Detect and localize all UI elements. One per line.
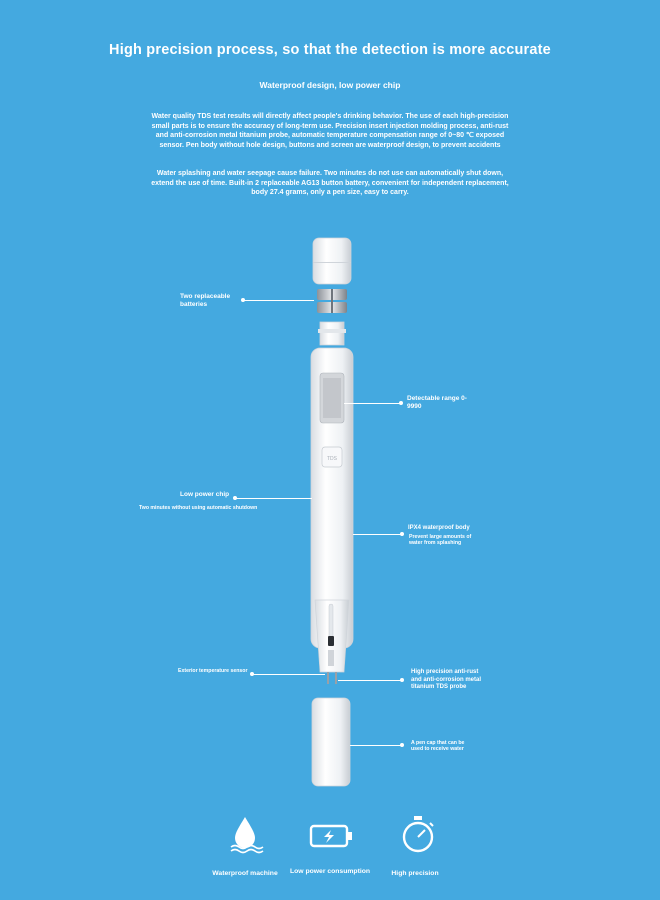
callout-batteries: Two replaceable batteries xyxy=(180,293,231,308)
feature-label-high-precision: High precision xyxy=(391,870,439,877)
callout-batteries-line xyxy=(244,300,314,301)
description-paragraph-1: Water quality TDS test results will directly affect people's drinking behavior. The use of each high-precision small parts is to ensure the accuracy of long-term use. Precision insert injection molding process, anti-rust and anti-corrosion metal titanium probe, automatic temperature compensation range of 0~80 ℃ exposed sensor. Pen body without hole design, buttons and screen are waterproof design, to prevent accidents xyxy=(151,113,509,149)
callout-temp-line xyxy=(253,674,325,675)
battery-icon xyxy=(309,822,353,852)
callout-probe-line xyxy=(338,680,402,681)
callout-ipx-dot xyxy=(400,532,404,536)
callout-range-line xyxy=(344,403,401,404)
callout-ipx-sub: Prevent large amounts of water from splashing xyxy=(409,534,472,547)
top-cap xyxy=(313,238,351,284)
callout-temp: Exterior temperature sensor xyxy=(178,668,248,674)
callout-ipx: IPX4 waterproof body xyxy=(408,525,470,531)
page-title: High precision process, so that the detection is more accurate xyxy=(109,42,551,58)
description-paragraph-2: Water splashing and water seepage cause failure. Two minutes do not use can automatically shut down, extend the use of time. Built-in 2 replaceable AG13 button battery, convenient for independent replacement, body 27.4 grams, only a pen size, easy to carry. xyxy=(151,170,509,197)
water-drop-icon xyxy=(225,815,265,855)
page-subtitle: Waterproof design, low power chip xyxy=(259,80,401,90)
feature-label-low-power: Low power consumption xyxy=(289,868,371,875)
callout-cap: A pen cap that can be used to receive water xyxy=(411,740,465,753)
bottom-cap xyxy=(312,698,350,786)
svg-text:TDS: TDS xyxy=(327,456,337,462)
stopwatch-icon xyxy=(398,815,438,855)
callout-cap-dot xyxy=(400,743,404,747)
battery-stack xyxy=(317,289,347,313)
callout-low-power-line xyxy=(236,498,312,499)
callout-low-power-sub: Two minutes without using automatic shutdown xyxy=(139,505,258,511)
feature-label-waterproof: Waterproof machine xyxy=(212,870,278,877)
callout-low-power: Low power chip xyxy=(180,491,230,498)
callout-ipx-line xyxy=(353,534,402,535)
callout-range-dot xyxy=(399,401,403,405)
callout-cap-line xyxy=(350,745,402,746)
callout-probe: High precision anti-rust and anti-corrosion metal titanium TDS probe xyxy=(411,669,482,691)
callout-probe-dot xyxy=(400,678,404,682)
callout-range: Detectable range 0-9990 xyxy=(407,395,467,410)
probe-section xyxy=(315,600,349,684)
